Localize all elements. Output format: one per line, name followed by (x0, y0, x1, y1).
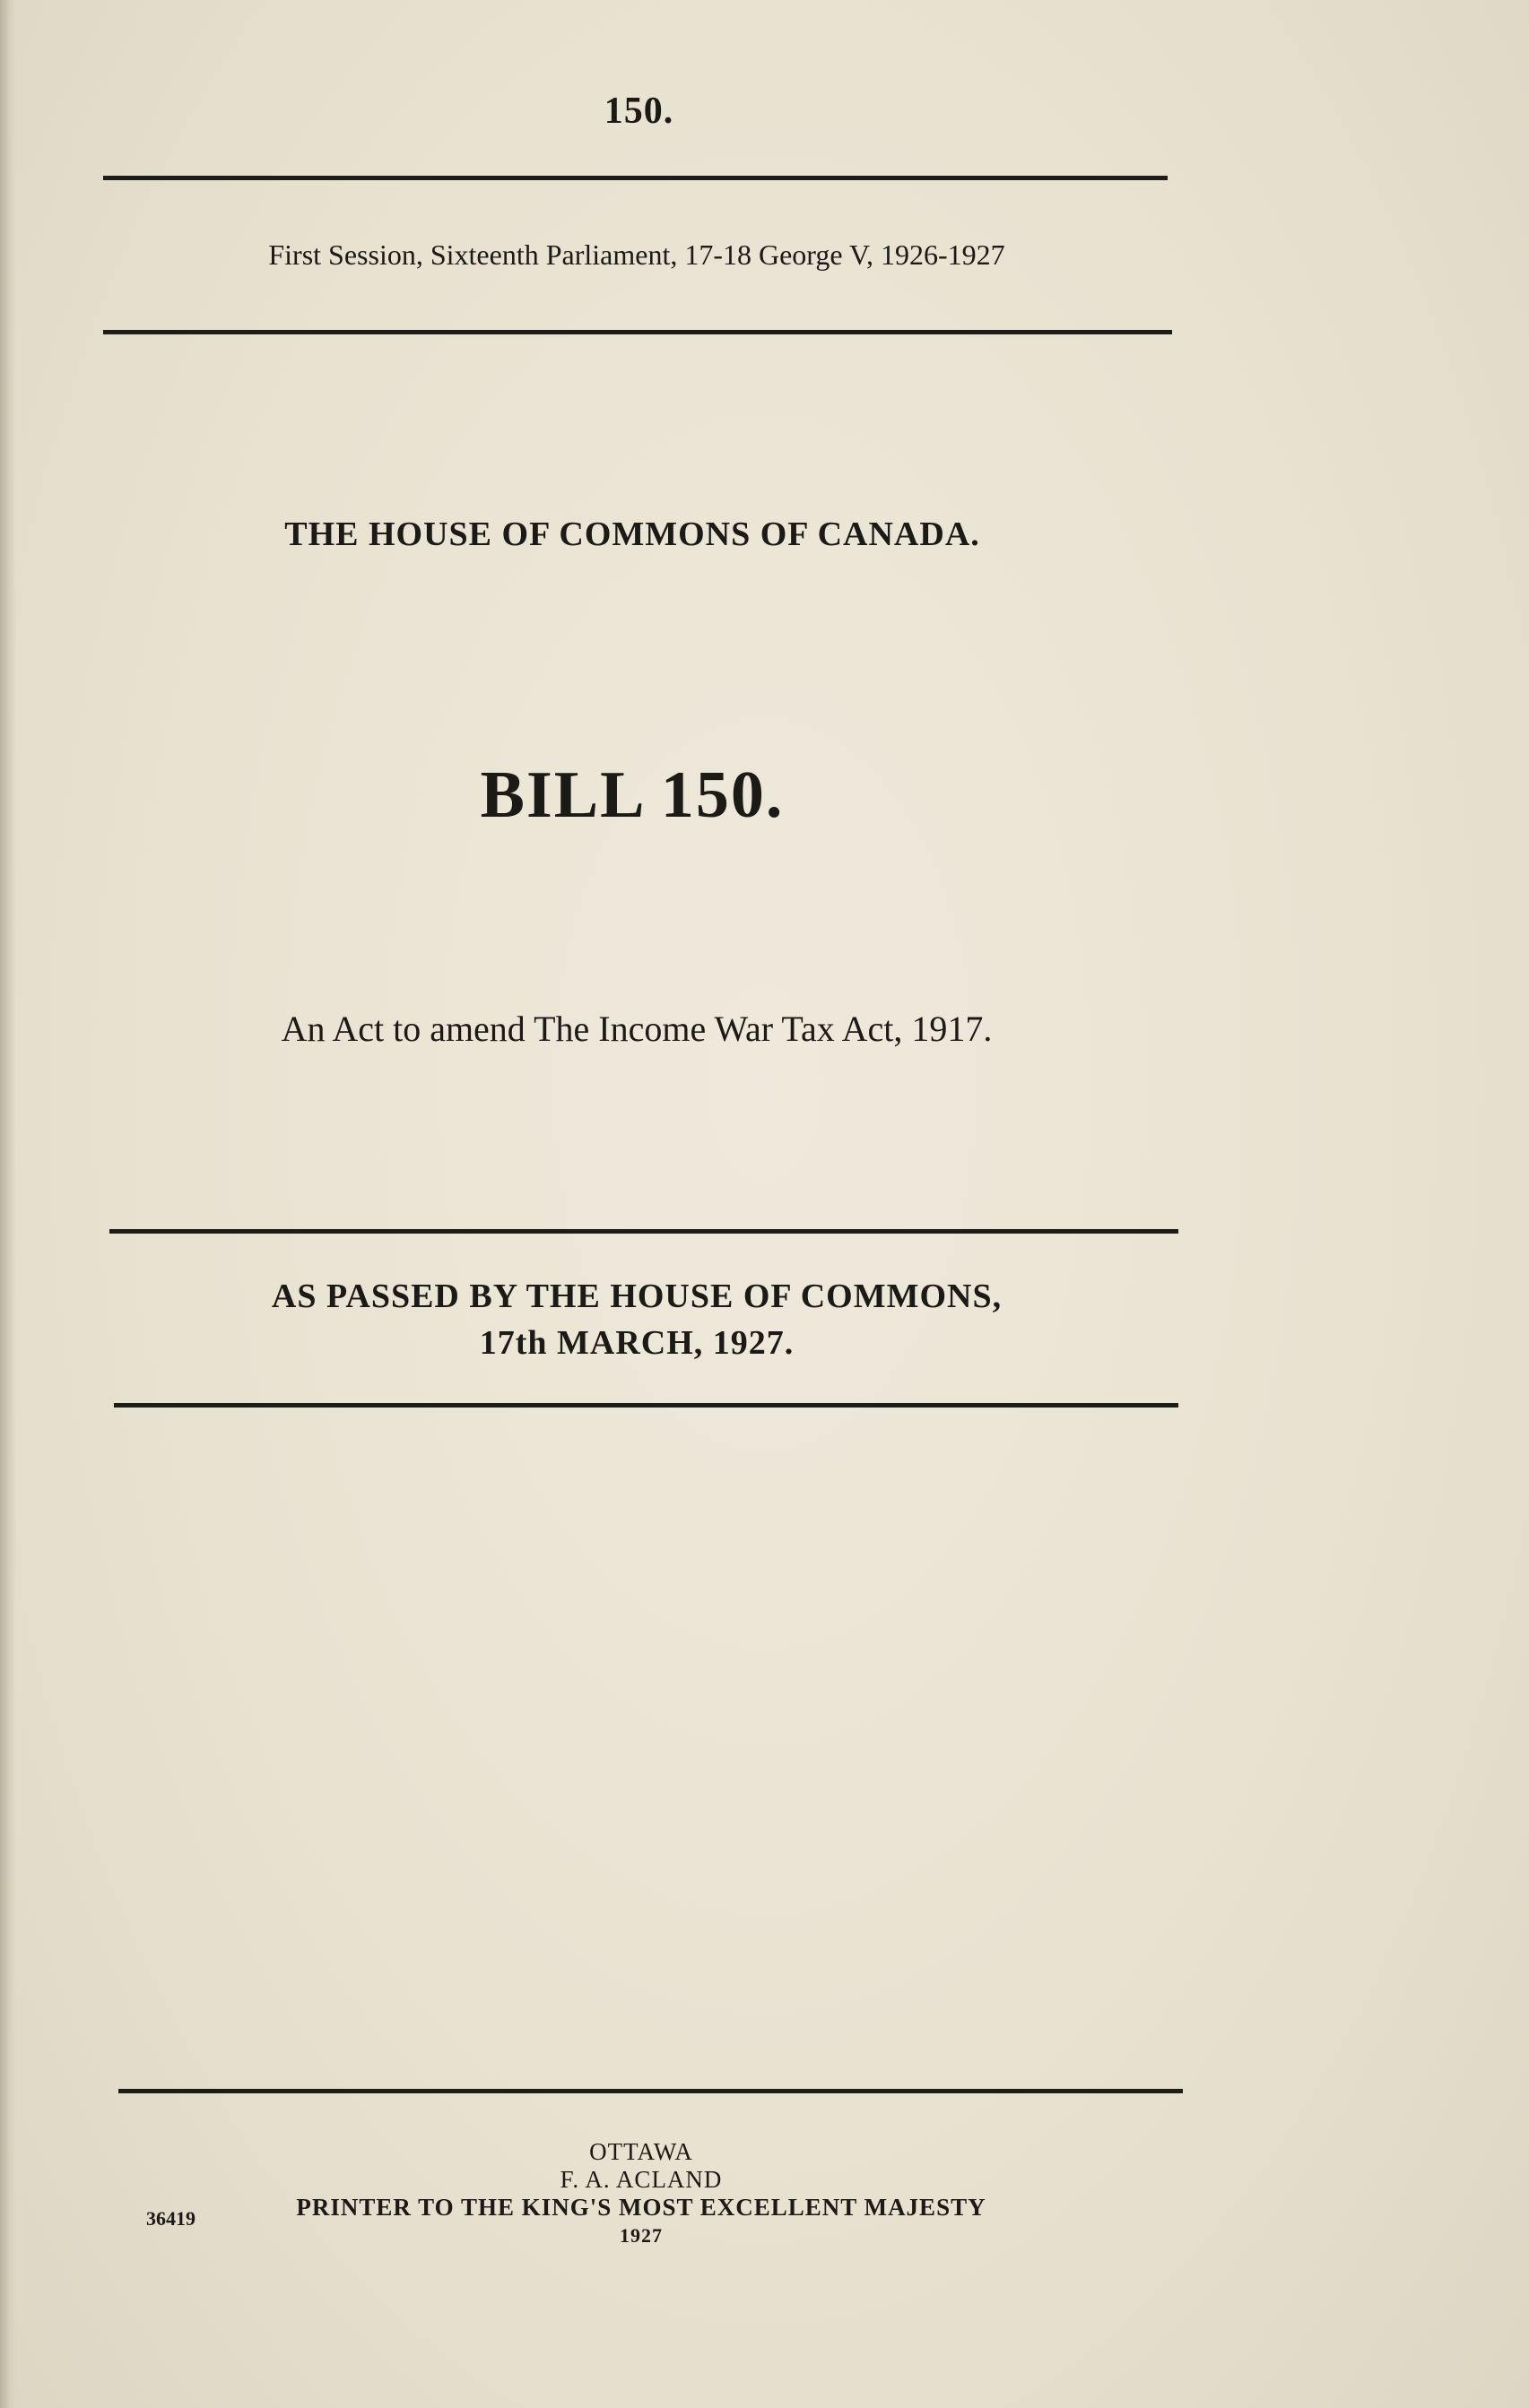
bill-title: BILL 150. (480, 758, 785, 832)
imprint-block (0, 2138, 1282, 2249)
top-rule (103, 176, 1168, 180)
passed-line-1: AS PASSED BY THE HOUSE OF COMMONS, (271, 1278, 1003, 1315)
imprint-year: 1927 (620, 2224, 663, 2247)
passed-statement (0, 1273, 1273, 1366)
passed-date: 17th MARCH, 1927. (479, 1324, 795, 1362)
page-edge-shadow (0, 0, 16, 2408)
session-rule (103, 330, 1172, 334)
passed-bottom-rule (114, 1403, 1178, 1408)
imprint-printer-name: F. A. ACLAND (560, 2166, 723, 2193)
catalog-number: 36419 (146, 2207, 195, 2230)
house-heading: THE HOUSE OF COMMONS OF CANADA. (284, 515, 980, 553)
imprint-rule (118, 2089, 1183, 2093)
imprint-city: OTTAWA (589, 2138, 693, 2165)
act-title: An Act to amend The Income War Tax Act, 1917. (281, 1009, 993, 1049)
session-line: First Session, Sixteenth Parliament, 17-18 George V, 1926-1927 (268, 238, 1005, 271)
bill-number-heading: 150. (604, 91, 674, 132)
passed-top-rule (109, 1229, 1178, 1234)
imprint-printer-title: PRINTER TO THE KING'S MOST EXCELLENT MAJESTY (296, 2194, 986, 2221)
